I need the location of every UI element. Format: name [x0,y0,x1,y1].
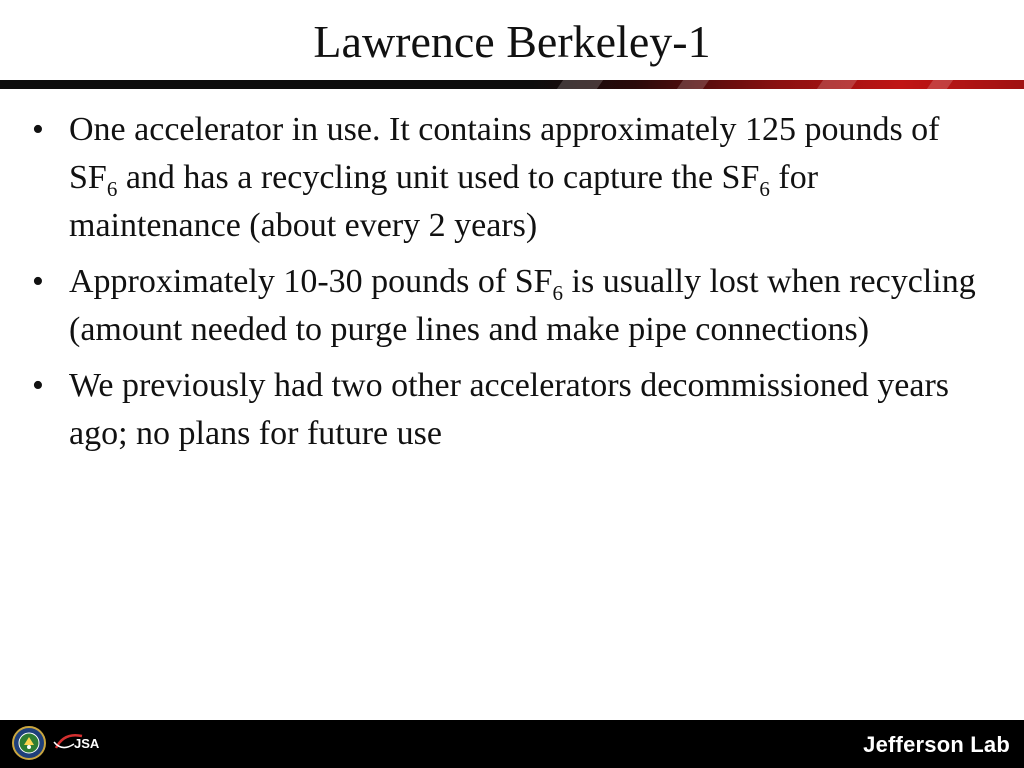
bullet-marker: • [32,367,44,404]
divider-streak [677,80,709,89]
jefferson-lab-logo: Jefferson Lab [863,732,1010,757]
bullet-text: is usually lost when recycling (amount needed to purge lines and make pipe connections) [69,263,976,348]
bullet-text: One accelerator in use. It contains approximately 125 pounds of SF [69,111,940,196]
bullet-item [0,106,1024,250]
title-divider [0,80,1024,89]
bullet-marker: • [32,111,44,148]
jsa-logo [52,728,104,756]
bullet-list [0,106,1024,466]
divider-streak [927,80,953,89]
subscript: 6 [552,281,564,305]
slide-title: Lawrence Berkeley-1 [313,16,711,67]
divider-streak [557,80,603,89]
bullet-text: Approximately 10-30 pounds of SF [69,263,553,300]
title-bar [0,0,1024,80]
bullet-item [0,362,1024,458]
divider-streak [817,80,857,89]
bullet-text: We previously had two other accelerators decommissioned years ago; no plans for future use [69,367,950,452]
jsa-logo-text: JSA [74,736,100,751]
bullet-item [0,258,1024,354]
bullet-marker: • [32,263,44,300]
bullet-text: for maintenance (about every 2 years) [69,159,819,244]
subscript: 6 [759,177,770,201]
doe-seal-logo [12,726,46,760]
subscript: 6 [106,177,118,201]
footer-bar [0,720,1024,768]
bullet-text: and has a recycling unit used to capture the SF [117,159,760,196]
